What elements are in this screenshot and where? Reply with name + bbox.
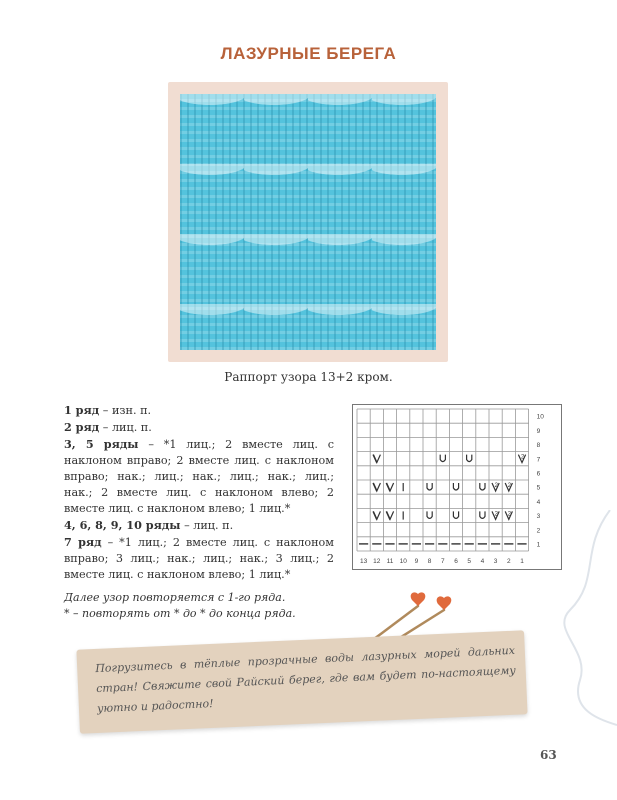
yarn-over-symbol (480, 483, 485, 490)
dec-left-number: 2 (494, 483, 498, 489)
column-number-label: 2 (506, 558, 511, 565)
column-number-label: 1 (520, 558, 524, 565)
yarn-over-symbol (467, 455, 472, 462)
knitting-chart (352, 404, 562, 570)
instruction-row (64, 534, 334, 583)
dec-left-number: 2 (521, 454, 525, 461)
knitting-chart-grid (353, 405, 561, 569)
yarn-thread-icon (540, 510, 617, 730)
row-number-label: 2 (536, 527, 541, 535)
row-label: 2 ряд (64, 420, 100, 434)
page-title: ЛАЗУРНЫЕ БЕРЕГА (220, 44, 397, 63)
row-number-label: 9 (536, 427, 541, 435)
column-number-label: 12 (373, 558, 381, 565)
column-number-label: 7 (440, 558, 445, 565)
pattern-caption: Раппорт узора 13+2 кром. (224, 370, 393, 384)
yarn-over-symbol (453, 483, 458, 490)
column-number-label: 6 (454, 558, 458, 565)
row-label: 3, 5 ряды (64, 437, 139, 451)
row-label: 7 ряд (64, 535, 102, 549)
row-text: – лиц. п. (99, 421, 152, 434)
yarn-over-symbol (480, 511, 485, 518)
row-text: – *1 лиц.; 2 вместе лиц. с наклоном вправо; 3 лиц.; нак.; лиц.; нак.; 3 лиц.; 2 вместе лиц. с наклоном влево; 1 лиц.* (64, 536, 334, 581)
column-number-label: 11 (386, 558, 394, 565)
row-number-label: 8 (536, 442, 541, 450)
repeat-note: Далее узор повторяется с 1-го ряда. (64, 591, 286, 604)
pattern-notes (64, 590, 364, 622)
column-number-label: 4 (480, 558, 485, 565)
yarn-over-symbol (440, 455, 445, 462)
instruction-row (64, 517, 334, 534)
dec-right-symbol-mark (373, 511, 377, 519)
knitted-sample-photo (180, 94, 436, 350)
row-number-label: 7 (536, 456, 541, 464)
yarn-over-symbol (427, 511, 432, 518)
row-number-label: 5 (536, 484, 541, 492)
row-number-label: 4 (536, 498, 541, 506)
dec-left-number: 2 (494, 511, 498, 518)
dec-right-symbol-mark (386, 511, 390, 519)
dec-right-symbol-mark (386, 483, 390, 491)
instruction-row (64, 419, 334, 436)
row-number-label: 3 (536, 513, 541, 521)
page-number: 63 (540, 748, 557, 762)
row-number-label: 10 (536, 413, 544, 421)
dec-right-symbol-mark (373, 483, 377, 491)
row-number-label: 6 (536, 470, 541, 478)
column-number-label: 3 (493, 558, 498, 565)
dec-left-number: 2 (507, 483, 512, 489)
stitch-photo-frame (168, 82, 448, 362)
row-text: – лиц. п. (180, 519, 234, 532)
row-text: – изн. п. (99, 404, 152, 417)
yarn-over-symbol (453, 511, 458, 518)
asterisk-note: * – повторять от * до * до конца ряда. (64, 607, 296, 620)
column-number-label: 8 (427, 558, 432, 565)
instruction-row (64, 402, 334, 419)
yarn-over-symbol (427, 483, 432, 490)
row-label: 1 ряд (64, 403, 100, 417)
dec-left-number: 2 (507, 511, 512, 518)
row-instructions (64, 402, 334, 583)
column-number-label: 5 (467, 558, 472, 565)
row-text: – *1 лиц.; 2 вместе лиц. с наклоном вправо; 2 вместе лиц. с наклоном вправо; нак.; лиц.; нак.; лиц.; нак.; лиц.; нак.; 2 вместе лиц. с наклоном влево; 2 вместе лиц. с наклоном влево; 1 лиц.* (64, 438, 334, 515)
column-number-label: 9 (414, 558, 419, 565)
row-number-label: 1 (536, 541, 541, 549)
column-number-label: 10 (399, 558, 407, 565)
column-number-label: 13 (359, 558, 368, 565)
row-label: 4, 6, 8, 9, 10 ряды (64, 518, 181, 532)
dec-right-symbol-mark (373, 455, 377, 463)
instruction-row (64, 436, 334, 517)
banner-text: Погрузитесь в тёплые прозрачные воды лазурных морей дальних стран! Свяжите свой Райский берег, где вам будет по-настоящему уютно и радостно! (95, 643, 517, 716)
